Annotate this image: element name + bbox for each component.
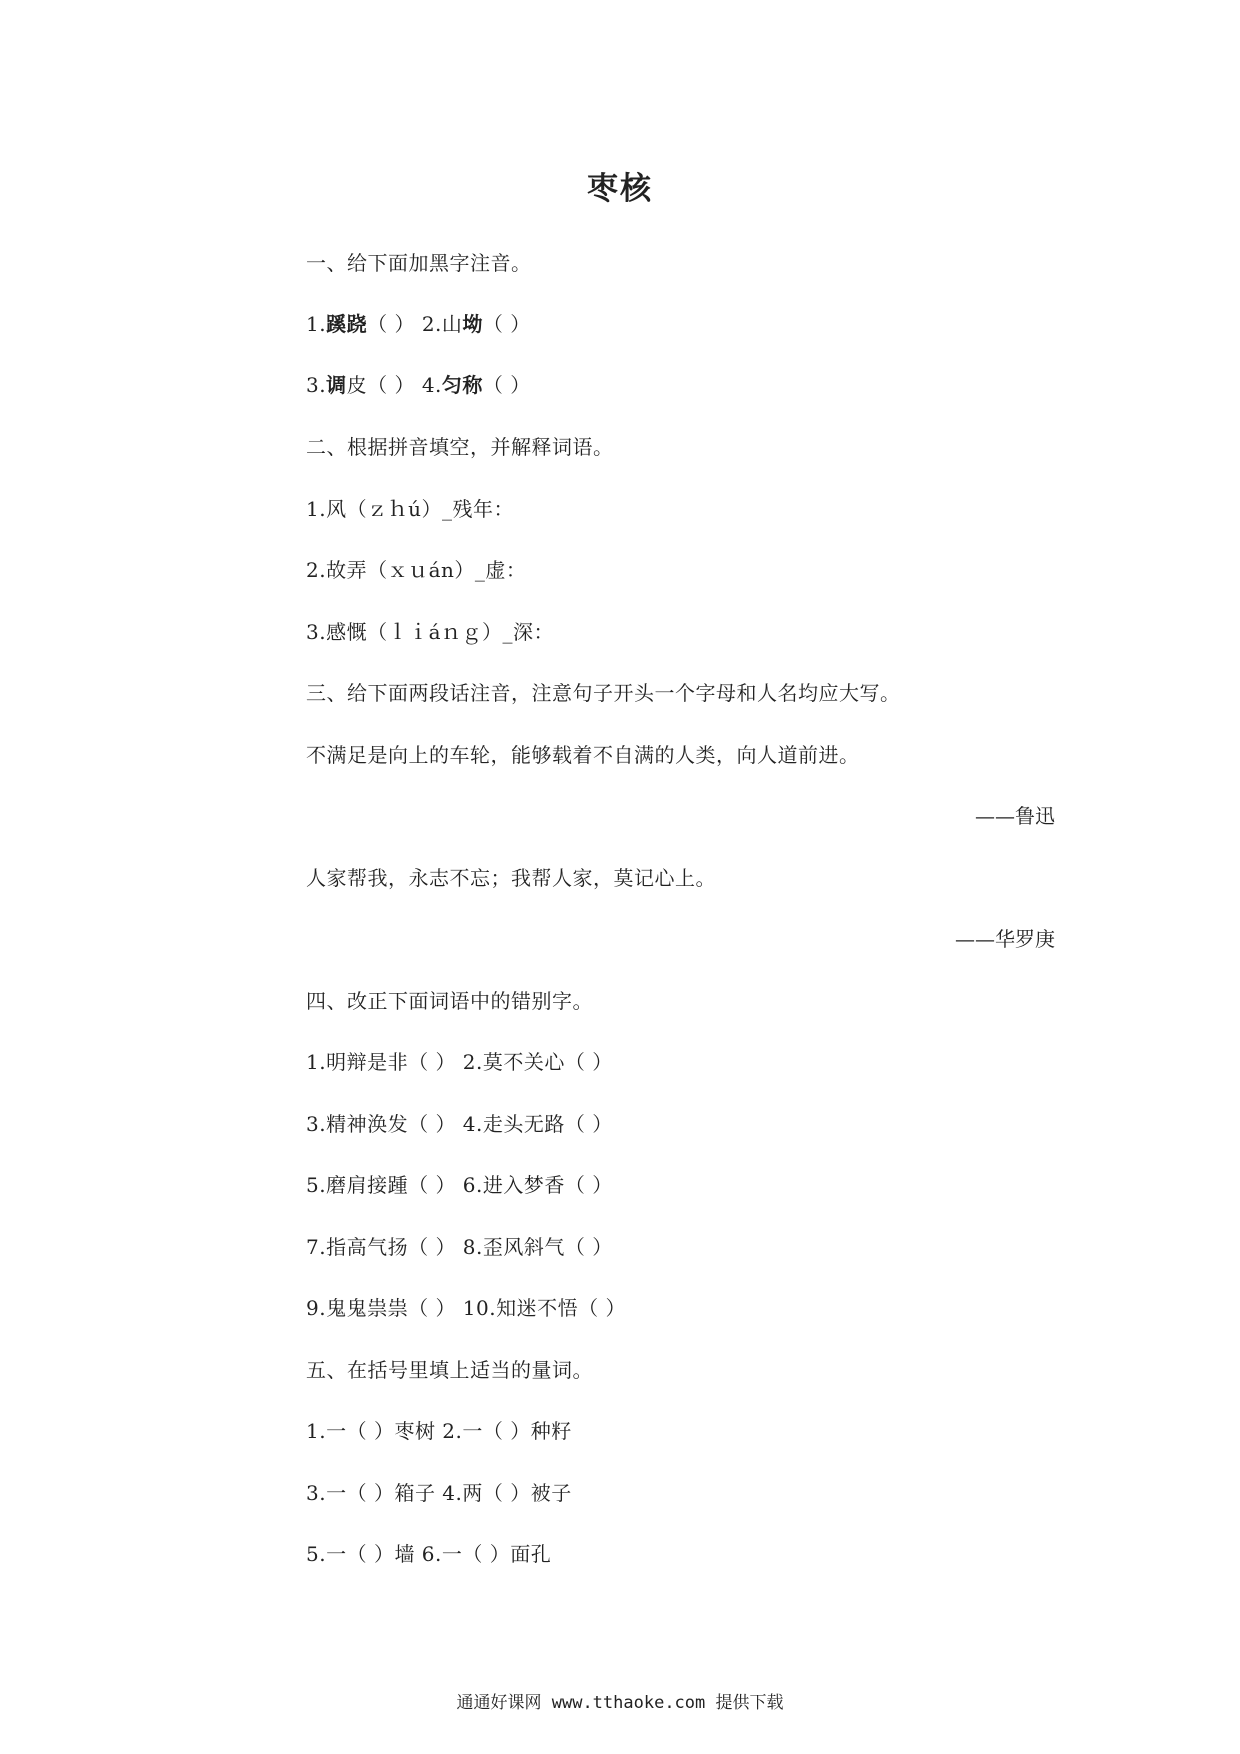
quote-author: ——鲁迅 <box>975 804 1055 828</box>
plain-word: 山 <box>441 312 463 336</box>
section5-item: 1.一（ ）枣树 2.一（ ）种籽 <box>306 1419 572 1443</box>
section1-line1 <box>306 309 531 339</box>
section2-item: 3.感慨（ｌｉáｎｇ）_深： <box>306 620 555 644</box>
section4-item: 3.精神涣发（ ） 4.走头无路（ ） <box>306 1112 613 1136</box>
section2-heading: 二、根据拼音填空，并解释词语。 <box>306 435 614 459</box>
section5-item: 5.一（ ）墙 6.一（ ）面孔 <box>306 1542 552 1566</box>
section4-item: 9.鬼鬼祟祟（ ） 10.知迷不悟（ ） <box>306 1296 626 1320</box>
section1-heading: 一、给下面加黑字注音。 <box>306 251 532 275</box>
quote-text: 人家帮我，永志不忘；我帮人家，莫记心上。 <box>306 866 716 890</box>
item-number: 4. <box>421 373 442 397</box>
quote-author: ——华罗庚 <box>955 927 1055 951</box>
section4-item: 5.磨肩接踵（ ） 6.进入梦香（ ） <box>306 1173 613 1197</box>
answer-bracket: （ ） <box>482 312 531 336</box>
section1-line2 <box>306 370 531 400</box>
bold-word: 坳 <box>462 312 483 336</box>
section4-heading: 四、改正下面词语中的错别字。 <box>306 989 593 1013</box>
quote-text: 不满足是向上的车轮，能够载着不自满的人类，向人道前进。 <box>306 743 860 767</box>
section4-item: 7.指高气扬（ ） 8.歪风斜气（ ） <box>306 1235 613 1259</box>
page-footer: 通通好课网 www.tthaoke.com 提供下载 <box>456 1693 784 1713</box>
answer-bracket: （ ） <box>367 312 415 336</box>
item-number: 1. <box>306 312 327 336</box>
section4-item: 1.明辩是非（ ） 2.莫不关心（ ） <box>306 1050 613 1074</box>
plain-word: 皮 <box>346 373 368 397</box>
section5-heading: 五、在括号里填上适当的量词。 <box>306 1358 593 1382</box>
item-number: 2. <box>421 312 442 336</box>
bold-word: 匀称 <box>441 373 483 397</box>
section2-item: 1.风（ｚｈú）_残年： <box>306 497 514 521</box>
bold-word: 蹊跷 <box>326 312 368 336</box>
section3-heading: 三、给下面两段话注音，注意句子开头一个字母和人名均应大写。 <box>306 681 901 705</box>
section5-item: 3.一（ ）箱子 4.两（ ）被子 <box>306 1481 572 1505</box>
item-number: 3. <box>306 373 327 397</box>
section2-item: 2.故弄（ｘｕán）_虚： <box>306 558 527 582</box>
page-title: 枣核 <box>587 171 653 207</box>
answer-bracket: （ ） <box>482 373 531 397</box>
answer-bracket: （ ） <box>367 373 415 397</box>
bold-word: 调 <box>326 373 347 397</box>
